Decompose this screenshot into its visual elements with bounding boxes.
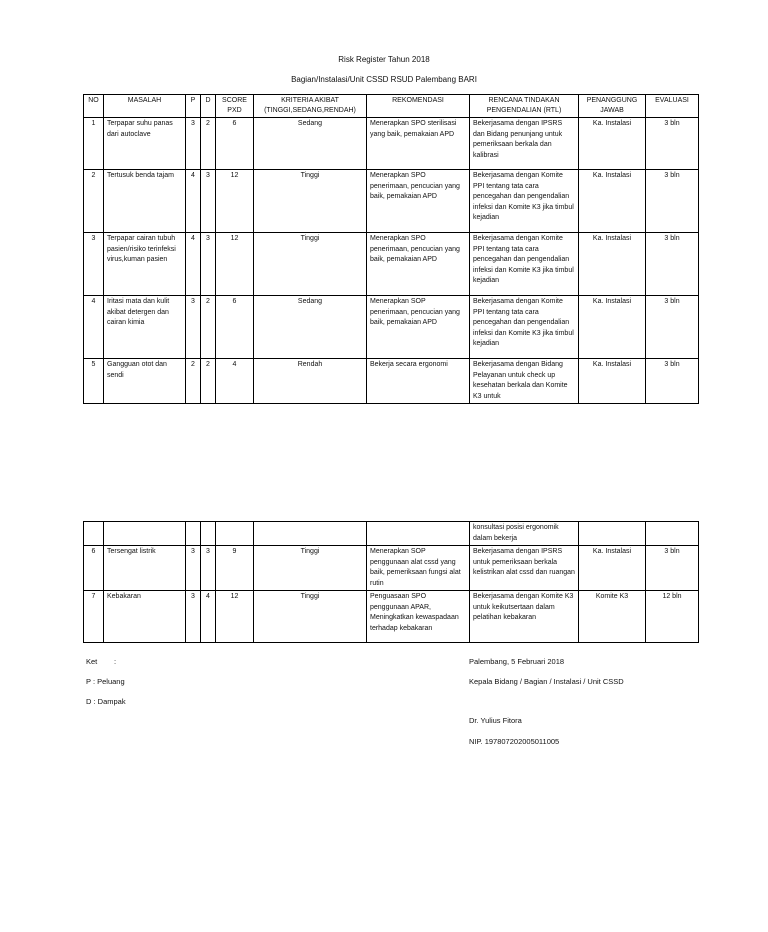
cell-p: 3 (186, 296, 201, 359)
cell-masalah: Tertusuk benda tajam (104, 170, 186, 233)
header-p: P (186, 95, 201, 118)
cell-score: 9 (216, 546, 254, 591)
cell-no: 1 (84, 118, 104, 170)
cell-no: 6 (84, 546, 104, 591)
cell-penanggung-jawab: Ka. Instalasi (579, 359, 646, 404)
cell-rekomendasi: Menerapkan SPO penerimaan, pencucian yang baik, pemakaian APD (367, 233, 470, 296)
cell-p: 3 (186, 546, 201, 591)
cell-rekomendasi: Penguasaan SPO penggunaan APAR, Meningkatkan kewaspadaan terhadap kebakaran (367, 591, 470, 643)
cell-evaluasi: 3 bln (646, 233, 699, 296)
cell-rekomendasi: Bekerja secara ergonomi (367, 359, 470, 404)
document-title: Risk Register Tahun 2018 (338, 55, 430, 64)
cell-no: 2 (84, 170, 104, 233)
cell-no: 5 (84, 359, 104, 404)
cell-kriteria: Tinggi (254, 233, 367, 296)
cell-d: 2 (201, 359, 216, 404)
cell-kriteria: Sedang (254, 118, 367, 170)
cell-masalah: Terpapar cairan tubuh pasien/risiko terinfeksi virus,kuman pasien (104, 233, 186, 296)
cell-masalah: Terpapar suhu panas dari autoclave (104, 118, 186, 170)
cell-score: 6 (216, 118, 254, 170)
ket-colon: : (114, 657, 117, 666)
cell-rekomendasi: Menerapkan SPO sterilisasi yang baik, pemakaian APD (367, 118, 470, 170)
table-row (84, 591, 699, 643)
table-row (84, 118, 699, 170)
header-penanggung-jawab: PENANGGUNG JAWAB (579, 95, 646, 118)
table-row (84, 546, 699, 591)
cell-p: 2 (186, 359, 201, 404)
table-row (84, 170, 699, 233)
cell-kriteria: Tinggi (254, 170, 367, 233)
place-date: Palembang, 5 Februari 2018 (469, 657, 565, 666)
cell-score: 12 (216, 591, 254, 643)
cell-rekomendasi: Menerapkan SOP penggunaan alat cssd yang baik, pemeriksaan fungsi alat rutin (367, 546, 470, 591)
cell-rtl: konsultasi posisi ergonomik dalam bekerja (470, 522, 579, 546)
cell-masalah: Iritasi mata dan kulit akibat detergen dan cairan kimia (104, 296, 186, 359)
cell-no: 7 (84, 591, 104, 643)
risk-register-table (83, 94, 699, 404)
cell-kriteria: Sedang (254, 296, 367, 359)
cell-evaluasi: 3 bln (646, 118, 699, 170)
ket-label: Ket (86, 657, 98, 666)
header-d: D (201, 95, 216, 118)
header-evaluasi: EVALUASI (646, 95, 699, 118)
risk-register-table-continued (83, 521, 699, 643)
cell-p: 3 (186, 118, 201, 170)
header-no: NO (84, 95, 104, 118)
cell-rtl: Bekerjasama dengan Komite PPI tentang tata cara pencegahan dan pengendalian infeksi dan Komite K3 jika timbul kejadian (470, 296, 579, 359)
cell-penanggung-jawab: Ka. Instalasi (579, 233, 646, 296)
cell-score: 12 (216, 170, 254, 233)
cell-penanggung-jawab: Komite K3 (579, 591, 646, 643)
cell-evaluasi: 3 bln (646, 359, 699, 404)
header-masalah: MASALAH (104, 95, 186, 118)
cell-no: 4 (84, 296, 104, 359)
cell-evaluasi: 3 bln (646, 546, 699, 591)
legend-dampak: D : Dampak (86, 697, 126, 706)
cell-d: 2 (201, 118, 216, 170)
cell-rtl: Bekerjasama dengan IPSRS untuk pemeriksaan berkala kelistrikan alat cssd dan ruangan (470, 546, 579, 591)
cell-rtl: Bekerjasama dengan IPSRS dan Bidang penunjang untuk pemeriksaan berkala dan kalibrasi (470, 118, 579, 170)
cell-rekomendasi: Menerapkan SPO penerimaan, pencucian yang baik, pemakaian APD (367, 170, 470, 233)
table-row-continuation (84, 522, 699, 546)
cell-no: 3 (84, 233, 104, 296)
header-rekomendasi: REKOMENDASI (367, 95, 470, 118)
header-rtl: RENCANA TINDAKAN PENGENDALIAN (RTL) (470, 95, 579, 118)
table-row (84, 233, 699, 296)
header-score: SCORE PXD (216, 95, 254, 118)
cell-rtl: Bekerjasama dengan Komite K3 untuk keikutsertaan dalam pelatihan kebakaran (470, 591, 579, 643)
cell-penanggung-jawab: Ka. Instalasi (579, 118, 646, 170)
cell-rekomendasi: Menerapkan SOP penerimaan, pencucian yang baik, pemakaian APD (367, 296, 470, 359)
cell-evaluasi: 12 bln (646, 591, 699, 643)
cell-kriteria: Rendah (254, 359, 367, 404)
cell-penanggung-jawab: Ka. Instalasi (579, 170, 646, 233)
signatory-name: Dr. Yulius Fitora (469, 716, 522, 725)
cell-rtl: Bekerjasama dengan Komite PPI tentang tata cara pencegahan dan pengendalian infeksi dan Komite K3 jika timbul kejadian (470, 233, 579, 296)
cell-p: 3 (186, 591, 201, 643)
cell-d: 3 (201, 233, 216, 296)
cell-p: 4 (186, 170, 201, 233)
signatory-position: Kepala Bidang / Bagian / Instalasi / Unit CSSD (469, 677, 624, 686)
cell-evaluasi: 3 bln (646, 170, 699, 233)
cell-masalah: Gangguan otot dan sendi (104, 359, 186, 404)
cell-d: 4 (201, 591, 216, 643)
signatory-nip: NIP. 197807202005011005 (469, 737, 560, 746)
cell-d: 3 (201, 546, 216, 591)
cell-score: 6 (216, 296, 254, 359)
cell-d: 2 (201, 296, 216, 359)
cell-masalah: Tersengat listrik (104, 546, 186, 591)
cell-masalah: Kebakaran (104, 591, 186, 643)
table-row (84, 359, 699, 404)
cell-rtl: Bekerjasama dengan Bidang Pelayanan untuk check up kesehatan berkala dan Komite K3 untuk (470, 359, 579, 404)
cell-p: 4 (186, 233, 201, 296)
legend-peluang: P : Peluang (86, 677, 125, 686)
cell-evaluasi: 3 bln (646, 296, 699, 359)
cell-penanggung-jawab: Ka. Instalasi (579, 296, 646, 359)
cell-score: 12 (216, 233, 254, 296)
table-header-row (84, 95, 699, 118)
cell-score: 4 (216, 359, 254, 404)
header-kriteria: KRITERIA AKIBAT (TINGGI,SEDANG,RENDAH) (254, 95, 367, 118)
cell-kriteria: Tinggi (254, 546, 367, 591)
cell-rtl: Bekerjasama dengan Komite PPI tentang tata cara pencegahan dan pengendalian infeksi dan Komite K3 jika timbul kejadian (470, 170, 579, 233)
cell-d: 3 (201, 170, 216, 233)
cell-penanggung-jawab: Ka. Instalasi (579, 546, 646, 591)
document-subtitle: Bagian/Instalasi/Unit CSSD RSUD Palembang BARI (291, 75, 477, 84)
cell-kriteria: Tinggi (254, 591, 367, 643)
table-row (84, 296, 699, 359)
